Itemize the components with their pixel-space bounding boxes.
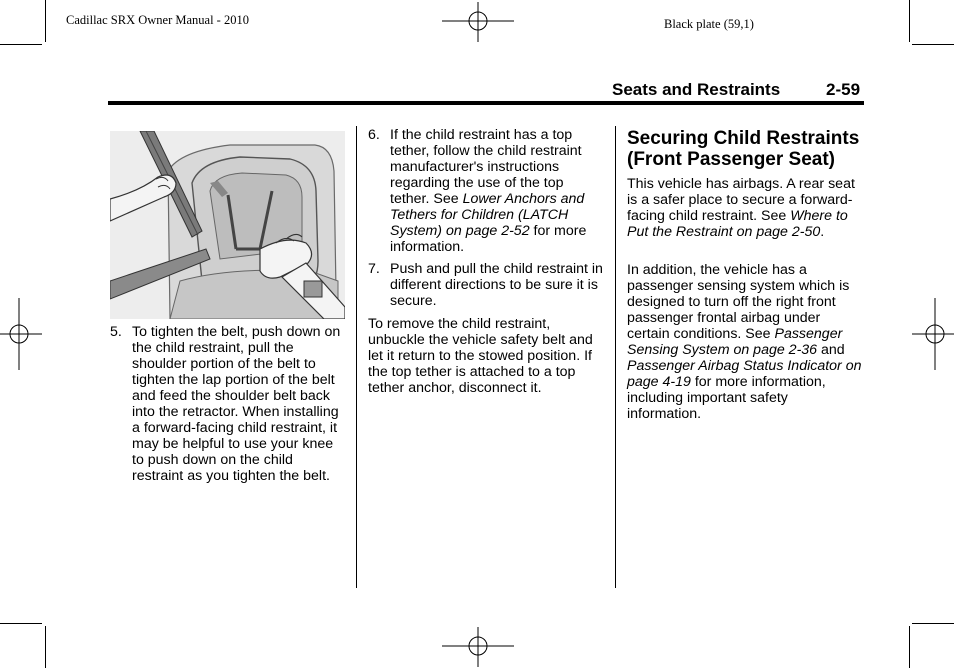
step-6 [368,127,604,255]
step-5 [110,324,348,484]
step-text: Push and pull the child restraint in different directions to be sure it is secure. [390,261,603,309]
step-text-part: If the child restraint has a top tether, follow the child restraint manufacturer's instructions regarding the use of the top tether. See [390,127,582,207]
step-text [390,127,604,255]
removal-paragraph: To remove the child restraint, unbuckle the vehicle safety belt and let it return to the stowed position. If the top tether is attached to a top tether anchor, disconnect it. [368,316,593,396]
crop-mark [912,44,954,45]
heading-line: Securing Child Restraints [627,128,860,149]
step-7 [368,261,604,309]
registration-mark-right-icon [912,296,954,372]
paragraph-text: This vehicle has airbags. A rear seat is a safer place to secure a forward-facing child restraint. See [627,176,855,224]
step-text-part: for more information. [390,223,587,255]
crop-mark [45,626,46,668]
crop-mark [0,44,42,45]
crop-mark [0,623,42,624]
crop-mark [912,623,954,624]
column-divider [356,126,357,588]
cross-reference-link[interactable]: Passenger Airbag Status Indicator on page 4-19 [627,358,862,390]
column-divider [615,126,616,588]
section-heading [627,128,867,170]
step-text: To tighten the belt, push down on the child restraint, pull the shoulder portion of the belt to tighten the lap portion of the belt and feed the shoulder belt back into the retractor. When installing a forward-facing child restraint, it may be helpful to use your knee to push down on the child restraint as you tighten the belt. [132,324,341,484]
step-number: 7. [368,261,380,277]
step-number: 5. [110,324,122,340]
paragraph-text: and [817,342,845,358]
cross-reference-link[interactable]: Where to Put the Restraint on page 2-50 [627,208,848,240]
registration-mark-left-icon [0,296,42,372]
paragraph-text: for more information, including important safety information. [627,374,826,422]
header-rule [108,101,864,105]
crop-mark [909,626,910,668]
crop-mark [909,0,910,42]
plate-label: Black plate (59,1) [664,17,754,31]
crop-mark [45,0,46,42]
paragraph-text: . [820,224,825,240]
paragraph-text: In addition, the vehicle has a passenger sensing system which is designed to turn off the right front passenger frontal airbag under certain conditions. See [627,262,850,342]
registration-mark-bottom-icon [440,627,516,667]
cross-reference-link[interactable]: Lower Anchors and Tethers for Children (LATCH System) on page 2-52 [390,191,585,239]
paragraph-airbags [627,176,863,240]
registration-mark-top-icon [440,2,516,42]
heading-line: (Front Passenger Seat) [627,149,835,170]
step-number: 6. [368,127,380,143]
paragraph-sensing-system [627,262,863,422]
page-number: 2-59 [826,80,861,99]
cross-reference-link[interactable]: Passenger Sensing System on page 2-36 [627,326,843,358]
section-title: Seats and Restraints [612,80,781,99]
child-seat-illustration [110,131,345,319]
manual-title: Cadillac SRX Owner Manual - 2010 [66,13,249,27]
